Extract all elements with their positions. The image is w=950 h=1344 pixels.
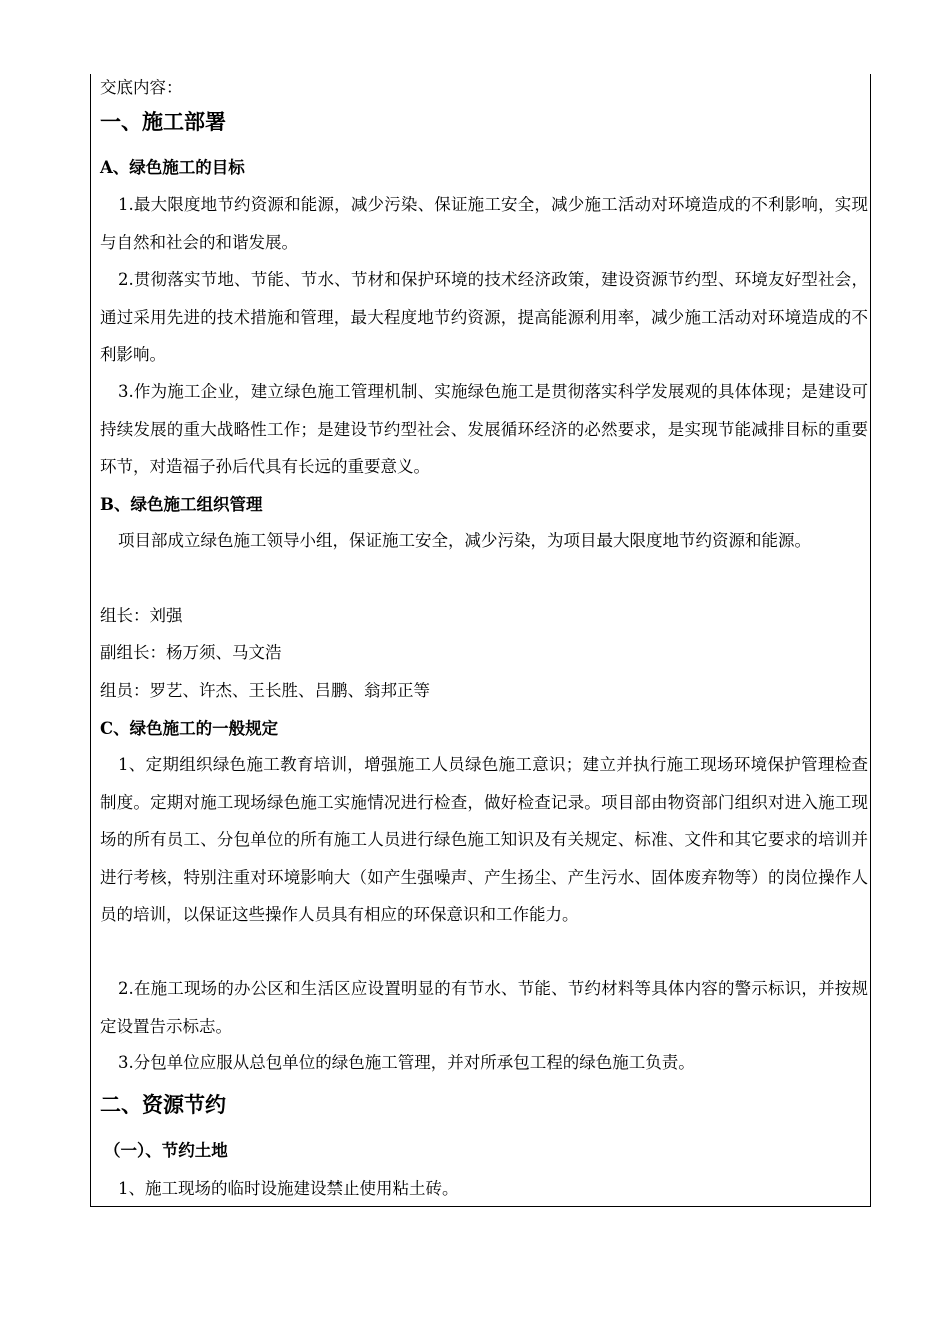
section1c-paragraph-2: 2.在施工现场的办公区和生活区应设置明显的有节水、节能、节约材料等具体内容的警示标识，并按规定设置告示标志。	[100, 979, 868, 1036]
section2-heading: 二、资源节约	[100, 1092, 226, 1117]
section1-heading: 一、施工部署	[100, 109, 226, 134]
section1a-paragraph-1: 1.最大限度地节约资源和能源，减少污染、保证施工安全，减少施工活动对环境造成的不利影响，实现与自然和社会的和谐发展。	[100, 195, 868, 252]
section1b-heading: B、绿色施工组织管理	[100, 495, 263, 514]
section2-sub1-heading: （一）、节约土地	[104, 1141, 228, 1160]
group-leader: 组长：刘强	[100, 606, 183, 625]
intro-label: 交底内容：	[100, 78, 183, 97]
section1c-heading: C、绿色施工的一般规定	[100, 719, 279, 738]
section1a-paragraph-3: 3.作为施工企业，建立绿色施工管理机制、实施绿色施工是贯彻落实科学发展观的具体体现；是建设可持续发展的重大战略性工作；是建设节约型社会、发展循环经济的必然要求，是实现节能减排目标的重要环节，对造福子孙后代具有长远的重要意义。	[100, 382, 868, 476]
section1c-paragraph-1: 1、定期组织绿色施工教育培训，增强施工人员绿色施工意识；建立并执行施工现场环境保护管理检查制度。定期对施工现场绿色施工实施情况进行检查，做好检查记录。项目部由物资部门组织对进入施工现场的所有员工、分包单位的所有施工人员进行绿色施工知识及有关规定、标准、文件和其它要求的培训并进行考核，特别注重对环境影响大（如产生强噪声、产生扬尘、产生污水、固体废弃物等）的岗位操作人员的培训，以保证这些操作人员具有相应的环保意识和工作能力。	[100, 755, 868, 924]
group-members: 组员：罗艺、许杰、王长胜、吕鹏、翁邦正等	[100, 681, 430, 700]
section2-sub1-paragraph-1: 1、施工现场的临时设施建设禁止使用粘土砖。	[118, 1179, 459, 1198]
section1c-paragraph-3: 3.分包单位应服从总包单位的绿色施工管理，并对所承包工程的绿色施工负责。	[118, 1053, 695, 1072]
group-deputy-leaders: 副组长：杨万须、马文浩	[100, 643, 282, 662]
section1a-heading: A、绿色施工的目标	[100, 158, 245, 177]
section1b-paragraph-1: 项目部成立绿色施工领导小组，保证施工安全，减少污染，为项目最大限度地节约资源和能源。	[118, 531, 811, 550]
section1a-paragraph-2: 2.贯彻落实节地、节能、节水、节材和保护环境的技术经济政策，建设资源节约型、环境友好型社会，通过采用先进的技术措施和管理，最大程度地节约资源，提高能源利用率，减少施工活动对环境造成的不利影响。	[100, 270, 868, 364]
